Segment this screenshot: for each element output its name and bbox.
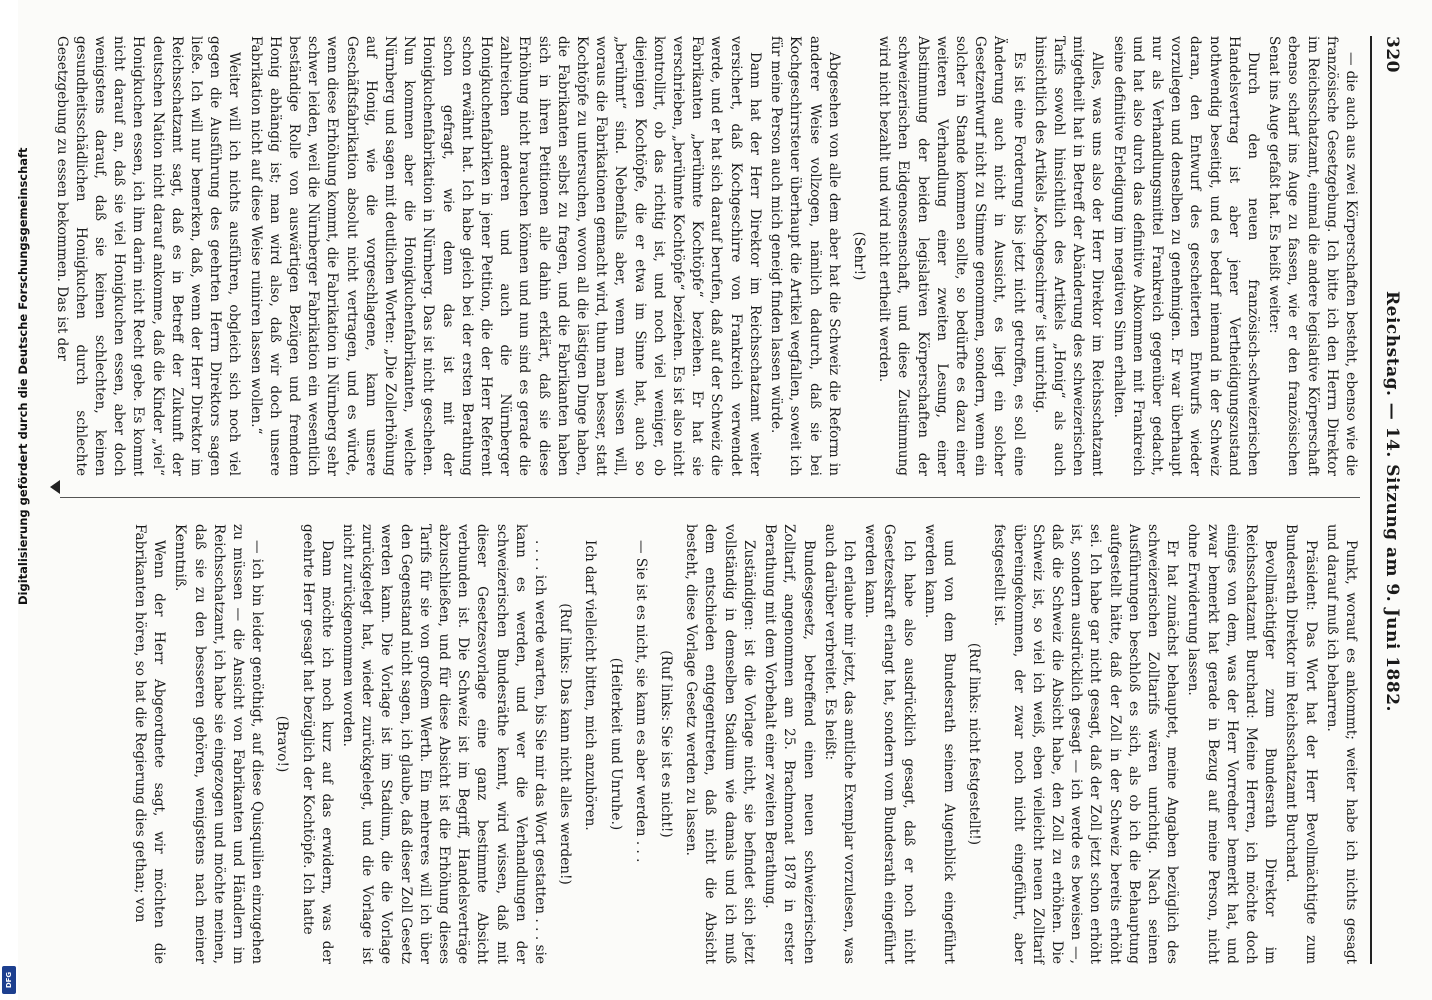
paragraph: Dann hat der Herr Direktor im Reichsschatzamt weiter versichert, daß Kochgeschirre von Frankreich verwendet werde, und er hat sich darauf berufen, daß auf der Schweiz die Fabrikanten „berühmte Kochtöpfe“ beziehen. Er hat sie verschrieben, „berühmte Kochtöpfe“ beziehen. Es ist also nicht kontrollirt, ob das richtig ist, und noch viel weniger, ob diejenigen Kochtöpfe, die er etwa im Sinne hat, auch so „berühmt“ sind. Nebenfalls aber, wenn man wissen will, woraus die Fabrikationen gemacht wird, thun man besser, statt Kochtöpfe zu untersuchen, wovon all die lästigen Dinge haben, die Fabrikanten selbst zu fragen, und die Fabrikanten haben sich in ihren Petitionen alle dahin erklärt, daß sie diese Erhöhung nicht brauchen können und nun sind es gerade die zahlreichen anderen und auch die Nürnberger Honigkuchenfabriken in jener Petition, die der Herr Referent schon erwähnt hat. Ich habe gleich bei der ersten Berathung schon gefragt, wie denn das ist mit der Honigkuchenfabrikation in Nürnberg. Das ist nicht geschehen. Nun kommen aber die Honigkuchenfabrikanten, welche Nürnberg und sagen mit deutlichen Worten: „Die Zollerhöhung auf Honig, wie die vorgeschlagene, kann unsere Geschäftsfabrikation absolut nicht vertragen, und es würde, wenn diese Erhöhung kommt, die Fabrikation in Nürnberg sehr schwer leiden, weil die Nürnberger Fabrikation ein wesentlich beständige Rolle von auswärtigen Bezügen und fremdem Honig abhängig ist; man wird also, daß wir doch unsere Fabrikation nicht auf diese Weise ruiniren lassen wollen.“	[247, 36, 763, 476]
page-header	[1376, 36, 1402, 964]
paragraph: — ich bin leider genöthigt, auf diese Quisquilien einzugehen zu müssen — die Ansicht von Fabrikanten und Händlern im Reichsschatzamt, ich habe sie eingezogen und möchte meinen, daß sie zu den besseren gehören, wenigstens nach meiner Kenntniß.	[172, 524, 266, 964]
paragraph: und von dem Bundesrath seinem Augenblick eingeführt werden kann.	[921, 524, 957, 964]
right-text-column	[60, 524, 1360, 964]
paragraph: (Ruf links: nicht festgestellt!)	[966, 642, 983, 846]
paragraph: Abgesehen von alle dem aber hat die Schweiz die Reform in anderer Weise vollzogen, nämlich dadurch, daß sie bei Kochgeschirrsteuer überhaupt die Artikel wegfallen, soweit ich für meine Person auch mich geneigt finden lassen würde.	[768, 36, 842, 476]
paragraph: Durch den neuen französisch-schweizerischen Handelsvertrag ist aber jener Vertheidigungszustand nothwendig beseitigt, und es bedarf niemand in der Schweiz daran, den Entwurf des gescheiterten Entwurfs wieder vorzulegen und denselben zu genehmigen. Er war überhaupt nur als Verhandlungsmittel Frankreich gegenüber gedacht, und hat also durch das definitive Abkommen mit Frankreich seine definitive Erledigung im negativen Sinn erhalten.	[1110, 36, 1261, 476]
paragraph: Punkt, worauf es ankommt; weiter habe ich nichts gesagt und darauf muß ich beharren.	[1323, 524, 1359, 964]
running-title: Reichstag. — 14. Sitzung am 9. Juni 1882.	[1382, 291, 1402, 712]
paragraph: (Bravo!)	[274, 715, 291, 773]
header-rule	[1370, 36, 1372, 964]
paragraph: (Sehr!)	[850, 231, 867, 281]
dfg-logo-text: DFG	[5, 971, 13, 989]
credit-text: Digitalisierung gefördert durch die Deutsche Forschungsgemeinschaft	[16, 147, 30, 605]
paragraph: Er hat zunächst behauptet, meine Angaben bezüglich des schweizerischen Zolltarifs wären unrichtig. Nach seinen Ausführungen beschloß es sich, als ob ich die Behauptung aufgestellt hätte, daß der Zoll in der Schweiz bereits erhöht sei. Ich habe gar nicht gesagt, daß der Zoll jetzt schon erhöht ist, sondern ausdrücklich gesagt — ich werde es beweisen —, daß die Schweiz die Absicht habe, den Zoll zu erhöhen. Die Schweiz ist, so viel ich weiß, eben vielleicht neuen Zolltarif übereingekommen, der zwar noch nicht eingeführt, aber festgestellt ist.	[991, 524, 1181, 964]
paragraph: Zuständigen: ist die Vorlage nicht, sie befindet sich jetzt vollständig in demselben Stadium wie damals und ich muß dem entschieden entgegentreten, daß nicht die Absicht besteht, diese Vorlage Gesetz werden zu lassen.	[683, 524, 757, 964]
page-number: 320	[1382, 36, 1402, 73]
paragraph: (Heiterkeit und Unruhe.)	[607, 657, 624, 831]
paragraph: Dann möchte ich noch kurz auf das erwidern, was der geehrte Herr gesagt hat bezüglich der Kochtöpfe. Ich hatte	[299, 524, 335, 964]
paragraph: Wenn der Herr Abgeordnete sagt, wir möchten die Fabrikanten hören, so hat die Regierung dies gethan; von	[132, 524, 168, 964]
dfg-logo	[2, 966, 16, 994]
paragraph: Alles, was uns also der Herr Direktor im Reichsschatzamt mitgetheilt hat in Betreff der Abänderung des schweizerischen Tarifs sowohl hinsichtlich des Artikels „Honig“ als auch hinsichtlich des Artikels „Kochgeschirre“ ist unrichtig.	[1031, 36, 1106, 476]
paragraph: Weiter will ich nichts ausführen, obgleich sich noch viel gegen die Ausführung des geehrten Herrn Direktors sagen ließe. Ich will nur bemerken, daß, wenn der Herr Direktor im Reichsschatzamt sagt, daß es in Betreff der Zukunft der deutschen Nation nicht darauf ankomme, daß die Kinder „viel“ Honigkuchen essen, ich ihm darin nicht Recht gebe. Es kommt nicht darauf an, daß sie viel Honigkuchen essen, aber doch wenigstens darauf, daß sie keinen schlechten, keinen gesundheitsschädlichen Honigkuchen durch schlechte Gesetzgebung zu essen bekommen. Das ist der	[53, 36, 243, 476]
paragraph: Es ist eine Forderung bis jetzt nicht getroffen, es soll eine Änderung auch nicht in Aussicht, es liegt ein solcher Gesetzentwurf nicht zu Stimme genommen, sondern, wenn ein solcher in Stande kommen sollte, so bedürfte es dazu einer weiteren Verhandlung einer zweiten Lesung, einer Abstimmung der beiden legislativen Körperschaften der schweizerischen Eidgenossenschaft, und diese Zustimmung wird nicht bezahlt und wird nicht ertheilt werden.	[876, 36, 1027, 476]
paragraph: Ich habe also ausdrücklich gesagt, daß er noch nicht Gesetzeskraft erlangt hat, sondern vom Bundesrath eingeführt werden kann.	[862, 524, 917, 964]
credit-strip	[0, 0, 30, 1000]
paragraph: Bevollmächtigter zum Bundesrath Direktor im Reichsschatzamt Burchard: Meine Herren, ich möchte doch einiges von dem, was der Herr Vorredner bemerkt hat, und zwar bemerkt hat gerade in Bezug auf meine Person, nicht ohne Erwiderung lassen.	[1185, 524, 1279, 964]
paragraph: — Sie ist es nicht, sie kann es aber werden . . .	[632, 540, 649, 863]
paragraph: Präsident: Das Wort hat der Herr Bevollmächtigte zum Bundesrath Direktor im Reichsschatzamt Burchard.	[1283, 524, 1319, 964]
left-text-column	[53, 36, 1360, 476]
paragraph: Bundesgesetz, betreffend einen neuen schweizerischen Zolltarif, angenommen am 25. Brachmonat 1878 in erster Berathung mit dem Vorbehalt einer zweiten Berathung.	[762, 524, 817, 964]
arrow-marker-icon	[50, 480, 60, 494]
paragraph: Ich darf vielleicht bitten, mich anzuhören.	[582, 540, 599, 831]
paragraph: (Ruf links: Das kann nicht alles werden!)	[557, 603, 574, 885]
paragraph: (Ruf links: Sie ist es nicht!)	[658, 650, 675, 838]
rotated-page-content	[32, 0, 1432, 1000]
paragraph: Ich erlaube mir jetzt, das amtliche Exemplar vorzulesen, was auch darüber verbreitet. Es heißt:	[821, 524, 857, 964]
paragraph: — die auch aus zwei Körperschaften besteht, ebenso wie die französische Gesetzgebung. Ich bitte ich den Herrn Direktor im Reichsschatzamt, einmal die andere legislative Körperschaft ebenso scharf ins Auge zu fassen, wie er den französischen Senat ins Auge gefaßt hat. Es heißt weiter:	[1266, 36, 1359, 476]
column-divider	[60, 497, 1360, 498]
paragraph: . . . . ich werde warten, bis Sie mir das Wort gestatten . . . sie kann es werden, und wer die Verhandlungen der schweizerischen Bundesräthe kennt, wird wissen, daß mit dieser Gesetzesvorlage eine ganz bestimmte Absicht verbunden ist. Die Schweiz ist im Begriff, Handelsverträge abzuschließen, und für diese Absicht ist die Erhöhung dieses Tarifs für sie von großem Werth. Ein mehreres will ich über den Gegenstand nicht sagen, ich glaube, daß dieser Zoll Gesetz werden kann. Die Vorlage ist im Stadium, die die Vorlage zurückgelegt hat, wieder zurückgelegt, und die Vorlage ist nicht zurückgenommen worden.	[340, 524, 549, 964]
